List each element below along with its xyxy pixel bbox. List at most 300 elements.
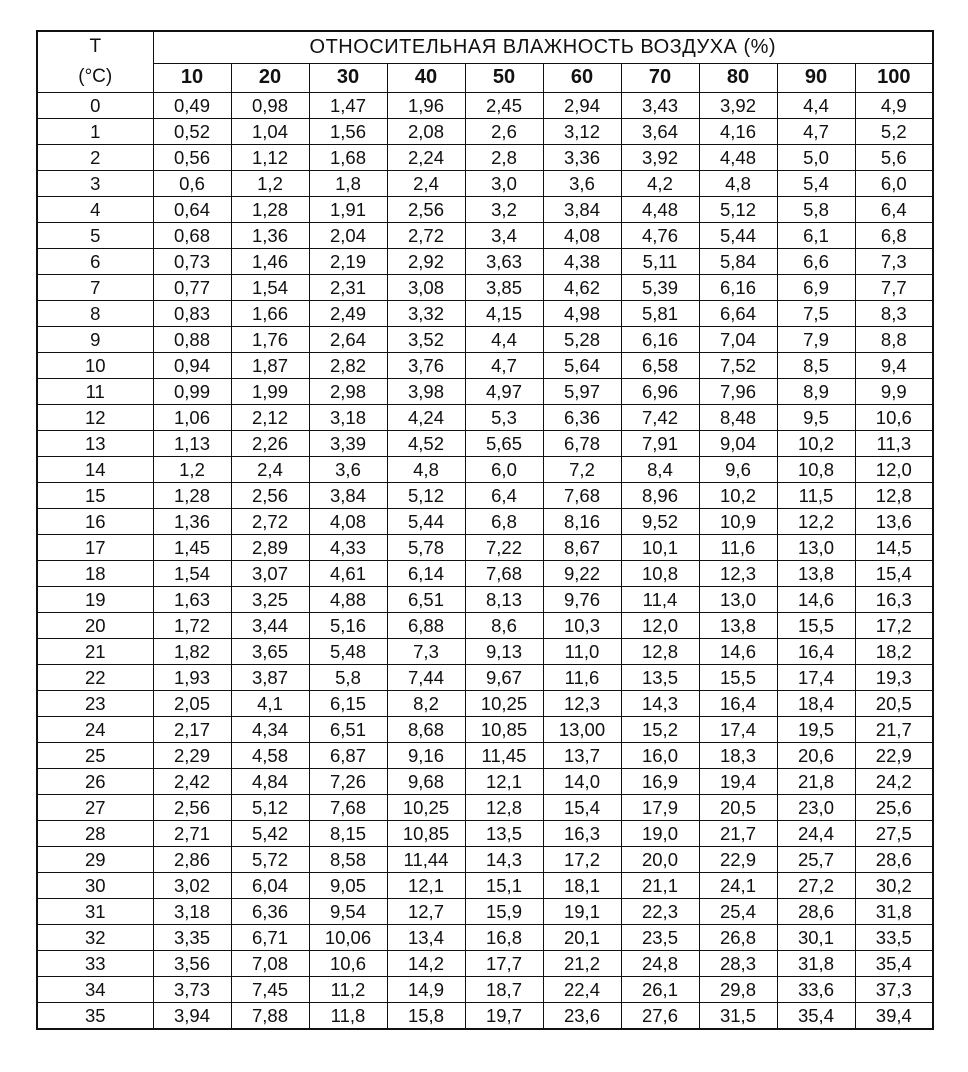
moisture-value-cell: 19,4 — [699, 769, 777, 795]
moisture-value-cell: 25,7 — [777, 847, 855, 873]
moisture-value-cell: 3,39 — [309, 431, 387, 457]
table-row — [37, 795, 933, 821]
moisture-value-cell: 9,5 — [777, 405, 855, 431]
moisture-value-cell: 6,16 — [699, 275, 777, 301]
moisture-value-cell: 14,2 — [387, 951, 465, 977]
table-row — [37, 847, 933, 873]
moisture-value-cell: 2,72 — [231, 509, 309, 535]
moisture-value-cell: 6,16 — [621, 327, 699, 353]
temperature-cell: 17 — [37, 535, 153, 561]
moisture-value-cell: 2,56 — [231, 483, 309, 509]
moisture-value-cell: 9,68 — [387, 769, 465, 795]
temperature-cell: 13 — [37, 431, 153, 457]
moisture-value-cell: 4,8 — [387, 457, 465, 483]
moisture-value-cell: 10,8 — [777, 457, 855, 483]
moisture-value-cell: 7,08 — [231, 951, 309, 977]
moisture-value-cell: 5,3 — [465, 405, 543, 431]
table-row — [37, 665, 933, 691]
moisture-value-cell: 1,28 — [231, 197, 309, 223]
moisture-value-cell: 3,76 — [387, 353, 465, 379]
moisture-value-cell: 2,86 — [153, 847, 231, 873]
moisture-value-cell: 12,0 — [621, 613, 699, 639]
moisture-value-cell: 15,8 — [387, 1003, 465, 1030]
moisture-value-cell: 8,16 — [543, 509, 621, 535]
moisture-value-cell: 12,0 — [855, 457, 933, 483]
humidity-table — [36, 30, 934, 1030]
temperature-unit: (°C) — [78, 66, 113, 87]
moisture-value-cell: 5,42 — [231, 821, 309, 847]
moisture-value-cell: 3,02 — [153, 873, 231, 899]
moisture-value-cell: 21,7 — [699, 821, 777, 847]
moisture-value-cell: 7,7 — [855, 275, 933, 301]
moisture-value-cell: 22,4 — [543, 977, 621, 1003]
moisture-value-cell: 3,0 — [465, 171, 543, 197]
moisture-value-cell: 9,05 — [309, 873, 387, 899]
temperature-cell: 21 — [37, 639, 153, 665]
moisture-value-cell: 12,2 — [777, 509, 855, 535]
moisture-value-cell: 20,0 — [621, 847, 699, 873]
moisture-value-cell: 6,4 — [855, 197, 933, 223]
moisture-value-cell: 2,56 — [153, 795, 231, 821]
moisture-value-cell: 12,3 — [543, 691, 621, 717]
table-row — [37, 691, 933, 717]
moisture-value-cell: 9,52 — [621, 509, 699, 535]
moisture-value-cell: 1,54 — [153, 561, 231, 587]
moisture-value-cell: 12,7 — [387, 899, 465, 925]
moisture-value-cell: 15,1 — [465, 873, 543, 899]
moisture-value-cell: 2,05 — [153, 691, 231, 717]
moisture-value-cell: 10,6 — [309, 951, 387, 977]
moisture-value-cell: 3,4 — [465, 223, 543, 249]
moisture-value-cell: 16,9 — [621, 769, 699, 795]
moisture-value-cell: 7,44 — [387, 665, 465, 691]
moisture-value-cell: 8,5 — [777, 353, 855, 379]
moisture-value-cell: 17,4 — [777, 665, 855, 691]
table-row — [37, 535, 933, 561]
moisture-value-cell: 0,52 — [153, 119, 231, 145]
moisture-value-cell: 11,0 — [543, 639, 621, 665]
moisture-value-cell: 31,5 — [699, 1003, 777, 1030]
moisture-value-cell: 19,5 — [777, 717, 855, 743]
table-header — [37, 31, 933, 93]
moisture-value-cell: 7,68 — [465, 561, 543, 587]
moisture-value-cell: 21,7 — [855, 717, 933, 743]
moisture-value-cell: 24,2 — [855, 769, 933, 795]
moisture-value-cell: 1,93 — [153, 665, 231, 691]
moisture-value-cell: 0,6 — [153, 171, 231, 197]
moisture-value-cell: 8,6 — [465, 613, 543, 639]
moisture-value-cell: 7,91 — [621, 431, 699, 457]
humidity-level-header: 90 — [777, 63, 855, 92]
moisture-value-cell: 8,67 — [543, 535, 621, 561]
moisture-value-cell: 9,54 — [309, 899, 387, 925]
moisture-value-cell: 35,4 — [777, 1003, 855, 1030]
moisture-value-cell: 10,1 — [621, 535, 699, 561]
moisture-value-cell: 2,89 — [231, 535, 309, 561]
moisture-value-cell: 28,3 — [699, 951, 777, 977]
moisture-value-cell: 4,48 — [699, 145, 777, 171]
moisture-value-cell: 28,6 — [855, 847, 933, 873]
moisture-value-cell: 2,08 — [387, 119, 465, 145]
moisture-value-cell: 6,36 — [543, 405, 621, 431]
moisture-value-cell: 1,8 — [309, 171, 387, 197]
moisture-value-cell: 11,2 — [309, 977, 387, 1003]
moisture-value-cell: 24,8 — [621, 951, 699, 977]
moisture-value-cell: 6,96 — [621, 379, 699, 405]
table-row — [37, 171, 933, 197]
moisture-value-cell: 3,52 — [387, 327, 465, 353]
moisture-value-cell: 4,52 — [387, 431, 465, 457]
moisture-value-cell: 1,76 — [231, 327, 309, 353]
moisture-value-cell: 7,52 — [699, 353, 777, 379]
moisture-value-cell: 5,16 — [309, 613, 387, 639]
moisture-value-cell: 5,81 — [621, 301, 699, 327]
table-row — [37, 119, 933, 145]
table-row — [37, 873, 933, 899]
moisture-value-cell: 5,65 — [465, 431, 543, 457]
moisture-value-cell: 5,48 — [309, 639, 387, 665]
moisture-value-cell: 4,9 — [855, 93, 933, 119]
moisture-value-cell: 19,3 — [855, 665, 933, 691]
moisture-value-cell: 3,2 — [465, 197, 543, 223]
moisture-value-cell: 0,94 — [153, 353, 231, 379]
moisture-value-cell: 6,6 — [777, 249, 855, 275]
moisture-value-cell: 5,78 — [387, 535, 465, 561]
moisture-value-cell: 9,4 — [855, 353, 933, 379]
moisture-value-cell: 6,88 — [387, 613, 465, 639]
moisture-value-cell: 0,77 — [153, 275, 231, 301]
moisture-value-cell: 8,13 — [465, 587, 543, 613]
moisture-value-cell: 13,0 — [699, 587, 777, 613]
moisture-value-cell: 15,4 — [543, 795, 621, 821]
moisture-value-cell: 6,04 — [231, 873, 309, 899]
temperature-cell: 35 — [37, 1003, 153, 1030]
temperature-cell: 30 — [37, 873, 153, 899]
moisture-value-cell: 9,04 — [699, 431, 777, 457]
moisture-value-cell: 3,64 — [621, 119, 699, 145]
moisture-value-cell: 2,98 — [309, 379, 387, 405]
moisture-value-cell: 17,2 — [543, 847, 621, 873]
moisture-value-cell: 15,4 — [855, 561, 933, 587]
moisture-value-cell: 31,8 — [855, 899, 933, 925]
moisture-value-cell: 17,9 — [621, 795, 699, 821]
moisture-value-cell: 4,61 — [309, 561, 387, 587]
humidity-level-header: 10 — [153, 63, 231, 92]
moisture-value-cell: 20,1 — [543, 925, 621, 951]
moisture-value-cell: 4,76 — [621, 223, 699, 249]
moisture-value-cell: 15,5 — [777, 613, 855, 639]
moisture-value-cell: 1,06 — [153, 405, 231, 431]
moisture-value-cell: 24,1 — [699, 873, 777, 899]
moisture-value-cell: 10,25 — [387, 795, 465, 821]
temperature-cell: 10 — [37, 353, 153, 379]
moisture-value-cell: 5,0 — [777, 145, 855, 171]
moisture-value-cell: 1,12 — [231, 145, 309, 171]
moisture-value-cell: 6,71 — [231, 925, 309, 951]
moisture-value-cell: 1,47 — [309, 93, 387, 119]
temperature-cell: 15 — [37, 483, 153, 509]
moisture-value-cell: 5,4 — [777, 171, 855, 197]
moisture-value-cell: 11,6 — [543, 665, 621, 691]
moisture-value-cell: 2,56 — [387, 197, 465, 223]
humidity-level-header: 50 — [465, 63, 543, 92]
temperature-cell: 34 — [37, 977, 153, 1003]
moisture-value-cell: 1,36 — [153, 509, 231, 535]
moisture-value-cell: 22,9 — [855, 743, 933, 769]
moisture-value-cell: 4,38 — [543, 249, 621, 275]
moisture-value-cell: 1,56 — [309, 119, 387, 145]
moisture-value-cell: 5,2 — [855, 119, 933, 145]
moisture-value-cell: 3,87 — [231, 665, 309, 691]
moisture-value-cell: 3,73 — [153, 977, 231, 1003]
moisture-value-cell: 16,8 — [465, 925, 543, 951]
moisture-value-cell: 9,13 — [465, 639, 543, 665]
moisture-value-cell: 1,2 — [153, 457, 231, 483]
moisture-value-cell: 8,58 — [309, 847, 387, 873]
moisture-value-cell: 0,56 — [153, 145, 231, 171]
moisture-value-cell: 10,9 — [699, 509, 777, 535]
moisture-value-cell: 4,2 — [621, 171, 699, 197]
moisture-value-cell: 6,0 — [855, 171, 933, 197]
moisture-value-cell: 4,8 — [699, 171, 777, 197]
moisture-value-cell: 7,68 — [543, 483, 621, 509]
moisture-value-cell: 4,33 — [309, 535, 387, 561]
temperature-cell: 16 — [37, 509, 153, 535]
moisture-value-cell: 1,99 — [231, 379, 309, 405]
temperature-cell: 24 — [37, 717, 153, 743]
temperature-cell: 0 — [37, 93, 153, 119]
temperature-cell: 4 — [37, 197, 153, 223]
moisture-value-cell: 10,2 — [777, 431, 855, 457]
moisture-value-cell: 5,6 — [855, 145, 933, 171]
moisture-value-cell: 0,64 — [153, 197, 231, 223]
moisture-value-cell: 10,2 — [699, 483, 777, 509]
moisture-value-cell: 15,9 — [465, 899, 543, 925]
moisture-value-cell: 3,43 — [621, 93, 699, 119]
moisture-value-cell: 4,15 — [465, 301, 543, 327]
moisture-value-cell: 5,72 — [231, 847, 309, 873]
moisture-value-cell: 3,94 — [153, 1003, 231, 1030]
moisture-value-cell: 4,08 — [309, 509, 387, 535]
moisture-value-cell: 17,7 — [465, 951, 543, 977]
moisture-value-cell: 10,85 — [465, 717, 543, 743]
moisture-value-cell: 21,2 — [543, 951, 621, 977]
moisture-value-cell: 6,15 — [309, 691, 387, 717]
moisture-value-cell: 6,78 — [543, 431, 621, 457]
moisture-value-cell: 4,7 — [777, 119, 855, 145]
table-row — [37, 743, 933, 769]
temperature-cell: 19 — [37, 587, 153, 613]
moisture-value-cell: 11,45 — [465, 743, 543, 769]
moisture-value-cell: 11,8 — [309, 1003, 387, 1030]
moisture-value-cell: 28,6 — [777, 899, 855, 925]
moisture-value-cell: 1,04 — [231, 119, 309, 145]
moisture-value-cell: 22,9 — [699, 847, 777, 873]
moisture-value-cell: 7,88 — [231, 1003, 309, 1030]
table-row — [37, 639, 933, 665]
moisture-value-cell: 3,6 — [309, 457, 387, 483]
moisture-value-cell: 3,92 — [621, 145, 699, 171]
moisture-value-cell: 10,6 — [855, 405, 933, 431]
moisture-value-cell: 12,1 — [465, 769, 543, 795]
moisture-value-cell: 16,3 — [855, 587, 933, 613]
moisture-value-cell: 3,85 — [465, 275, 543, 301]
moisture-value-cell: 4,24 — [387, 405, 465, 431]
table-row — [37, 561, 933, 587]
moisture-value-cell: 6,36 — [231, 899, 309, 925]
moisture-value-cell: 14,5 — [855, 535, 933, 561]
temperature-cell: 20 — [37, 613, 153, 639]
moisture-value-cell: 7,68 — [309, 795, 387, 821]
moisture-value-cell: 23,0 — [777, 795, 855, 821]
moisture-value-cell: 1,63 — [153, 587, 231, 613]
moisture-value-cell: 22,3 — [621, 899, 699, 925]
moisture-value-cell: 20,6 — [777, 743, 855, 769]
table-row — [37, 249, 933, 275]
temperature-cell: 8 — [37, 301, 153, 327]
moisture-value-cell: 3,07 — [231, 561, 309, 587]
moisture-value-cell: 10,85 — [387, 821, 465, 847]
moisture-value-cell: 5,39 — [621, 275, 699, 301]
moisture-value-cell: 13,5 — [621, 665, 699, 691]
moisture-value-cell: 5,84 — [699, 249, 777, 275]
moisture-value-cell: 13,0 — [777, 535, 855, 561]
moisture-value-cell: 26,8 — [699, 925, 777, 951]
moisture-value-cell: 8,48 — [699, 405, 777, 431]
moisture-value-cell: 27,6 — [621, 1003, 699, 1030]
moisture-value-cell: 18,3 — [699, 743, 777, 769]
moisture-value-cell: 0,49 — [153, 93, 231, 119]
moisture-value-cell: 35,4 — [855, 951, 933, 977]
moisture-value-cell: 1,96 — [387, 93, 465, 119]
moisture-value-cell: 13,5 — [465, 821, 543, 847]
moisture-value-cell: 12,8 — [465, 795, 543, 821]
moisture-value-cell: 2,12 — [231, 405, 309, 431]
moisture-value-cell: 26,1 — [621, 977, 699, 1003]
moisture-value-cell: 9,9 — [855, 379, 933, 405]
temperature-cell: 6 — [37, 249, 153, 275]
moisture-value-cell: 1,13 — [153, 431, 231, 457]
moisture-value-cell: 11,4 — [621, 587, 699, 613]
moisture-value-cell: 6,14 — [387, 561, 465, 587]
moisture-value-cell: 16,3 — [543, 821, 621, 847]
temperature-cell: 3 — [37, 171, 153, 197]
humidity-level-header: 40 — [387, 63, 465, 92]
table-row — [37, 769, 933, 795]
humidity-level-header: 30 — [309, 63, 387, 92]
moisture-value-cell: 5,12 — [231, 795, 309, 821]
moisture-value-cell: 14,6 — [699, 639, 777, 665]
humidity-level-header: 70 — [621, 63, 699, 92]
moisture-value-cell: 20,5 — [699, 795, 777, 821]
moisture-value-cell: 3,63 — [465, 249, 543, 275]
moisture-value-cell: 2,94 — [543, 93, 621, 119]
moisture-value-cell: 7,3 — [387, 639, 465, 665]
moisture-value-cell: 4,08 — [543, 223, 621, 249]
moisture-value-cell: 39,4 — [855, 1003, 933, 1030]
moisture-value-cell: 5,11 — [621, 249, 699, 275]
moisture-value-cell: 6,8 — [465, 509, 543, 535]
moisture-value-cell: 14,0 — [543, 769, 621, 795]
temperature-cell: 23 — [37, 691, 153, 717]
moisture-value-cell: 15,5 — [699, 665, 777, 691]
moisture-value-cell: 10,8 — [621, 561, 699, 587]
moisture-value-cell: 2,42 — [153, 769, 231, 795]
moisture-value-cell: 7,45 — [231, 977, 309, 1003]
moisture-value-cell: 14,3 — [621, 691, 699, 717]
moisture-value-cell: 8,3 — [855, 301, 933, 327]
moisture-value-cell: 3,84 — [309, 483, 387, 509]
table-row — [37, 509, 933, 535]
moisture-value-cell: 9,22 — [543, 561, 621, 587]
temperature-cell: 11 — [37, 379, 153, 405]
moisture-value-cell: 9,76 — [543, 587, 621, 613]
moisture-value-cell: 4,58 — [231, 743, 309, 769]
moisture-value-cell: 8,9 — [777, 379, 855, 405]
temperature-cell: 12 — [37, 405, 153, 431]
moisture-value-cell: 4,98 — [543, 301, 621, 327]
moisture-value-cell: 3,56 — [153, 951, 231, 977]
moisture-value-cell: 3,25 — [231, 587, 309, 613]
moisture-value-cell: 7,5 — [777, 301, 855, 327]
moisture-value-cell: 7,04 — [699, 327, 777, 353]
moisture-value-cell: 4,34 — [231, 717, 309, 743]
moisture-value-cell: 7,26 — [309, 769, 387, 795]
humidity-level-header: 80 — [699, 63, 777, 92]
moisture-value-cell: 3,08 — [387, 275, 465, 301]
moisture-value-cell: 14,9 — [387, 977, 465, 1003]
moisture-value-cell: 6,51 — [387, 587, 465, 613]
moisture-value-cell: 2,92 — [387, 249, 465, 275]
moisture-value-cell: 16,4 — [777, 639, 855, 665]
moisture-value-cell: 12,1 — [387, 873, 465, 899]
table-row — [37, 223, 933, 249]
moisture-value-cell: 12,8 — [855, 483, 933, 509]
moisture-value-cell: 7,9 — [777, 327, 855, 353]
moisture-value-cell: 9,6 — [699, 457, 777, 483]
temperature-cell: 5 — [37, 223, 153, 249]
moisture-value-cell: 27,2 — [777, 873, 855, 899]
moisture-value-cell: 13,8 — [777, 561, 855, 587]
table-row — [37, 197, 933, 223]
moisture-value-cell: 11,6 — [699, 535, 777, 561]
moisture-value-cell: 23,6 — [543, 1003, 621, 1030]
moisture-value-cell: 1,46 — [231, 249, 309, 275]
moisture-value-cell: 1,72 — [153, 613, 231, 639]
moisture-value-cell: 6,58 — [621, 353, 699, 379]
moisture-value-cell: 2,6 — [465, 119, 543, 145]
table-row — [37, 93, 933, 119]
moisture-value-cell: 18,1 — [543, 873, 621, 899]
moisture-value-cell: 8,68 — [387, 717, 465, 743]
moisture-value-cell: 6,9 — [777, 275, 855, 301]
moisture-value-cell: 10,3 — [543, 613, 621, 639]
moisture-value-cell: 5,44 — [699, 223, 777, 249]
temperature-cell: 29 — [37, 847, 153, 873]
moisture-value-cell: 10,06 — [309, 925, 387, 951]
moisture-value-cell: 7,96 — [699, 379, 777, 405]
moisture-value-cell: 5,64 — [543, 353, 621, 379]
moisture-value-cell: 1,45 — [153, 535, 231, 561]
moisture-value-cell: 5,28 — [543, 327, 621, 353]
moisture-value-cell: 1,2 — [231, 171, 309, 197]
temperature-cell: 7 — [37, 275, 153, 301]
table-row — [37, 1003, 933, 1030]
moisture-value-cell: 1,82 — [153, 639, 231, 665]
table-row — [37, 379, 933, 405]
moisture-value-cell: 21,1 — [621, 873, 699, 899]
moisture-value-cell: 4,4 — [777, 93, 855, 119]
